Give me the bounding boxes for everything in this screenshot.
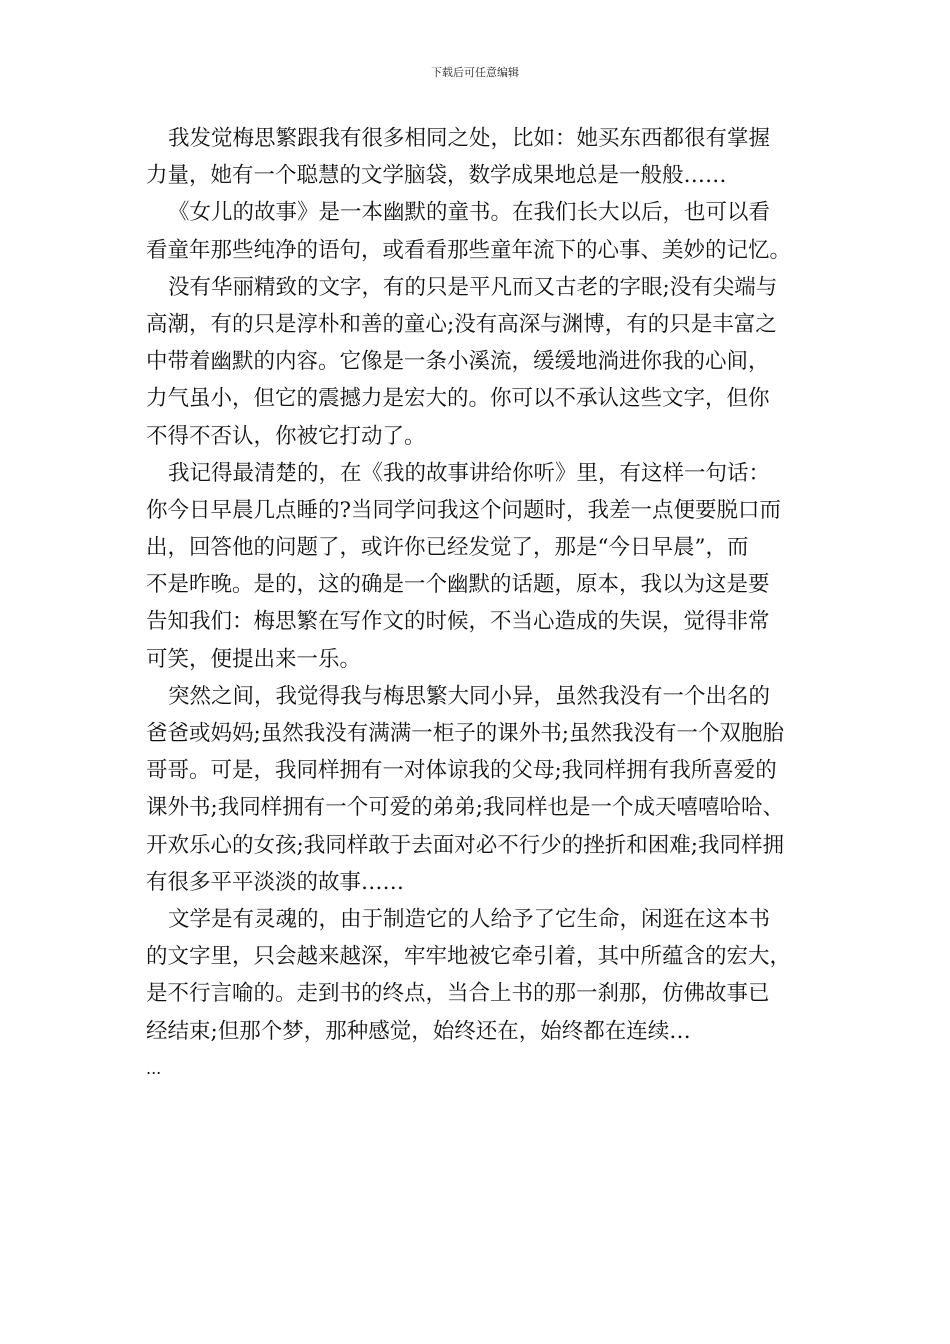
text-line: 出，回答他的问题了，或许你已经发觉了，那是“今日早晨”，而: [146, 535, 749, 561]
text-line: 告知我们：梅思繁在写作文的时候，不当心造成的失误，觉得非常: [146, 609, 770, 635]
text-line: 文学是有灵魂的，由于制造它的人给予了它生命，闲逛在这本书: [168, 906, 771, 932]
text-line: 《女儿的故事》是一本幽默的童书。在我们长大以后，也可以看: [168, 200, 771, 226]
text-line: 高潮，有的只是淳朴和善的童心;没有高深与渊博，有的只是丰富之: [146, 311, 777, 337]
text-line: 课外书;我同样拥有一个可爱的弟弟;我同样也是一个成天嘻嘻哈哈、: [146, 795, 784, 821]
text-line: 不得不否认，你被它打动了。: [146, 423, 426, 449]
text-line: 开欢乐心的女孩;我同样敢于去面对必不行少的挫折和困难;我同样拥: [146, 832, 784, 858]
text-line: 经结束;但那个梦，那种感觉，始终还在，始终都在连续…: [146, 1018, 691, 1044]
text-line: 爸爸或妈妈;虽然我没有满满一柜子的课外书;虽然我没有一个双胞胎: [146, 721, 784, 746]
text-line: ...: [146, 1058, 162, 1078]
document-body: [146, 120, 818, 1087]
text-line: 中带着幽默的内容。它像是一条小溪流，缓缓地淌进你我的心间，: [146, 349, 770, 375]
text-line: 不是昨晚。是的，这的确是一个幽默的话题，原本，我以为这是要: [146, 572, 770, 598]
text-line: 你今日早晨几点睡的?当同学问我这个问题时，我差一点便要脱口而: [146, 497, 782, 523]
text-line: 有很多平平淡淡的故事……: [146, 869, 405, 895]
text-line: 突然之间，我觉得我与梅思繁大同小异，虽然我没有一个出名的: [168, 683, 771, 709]
text-line: 力量，她有一个聪慧的文学脑袋，数学成果地总是一般般……: [146, 163, 727, 189]
text-line: 力气虽小，但它的震撼力是宏大的。你可以不承认这些文字，但你: [146, 386, 770, 412]
text-line: 我发觉梅思繁跟我有很多相同之处，比如：她买东西都很有掌握: [168, 126, 771, 151]
page-header: 下载后可任意编辑: [431, 66, 519, 79]
text-line: 可笑，便提出来一乐。: [146, 646, 362, 672]
text-line: 是不行言喻的。走到书的终点，当合上书的那一刹那，仿佛故事已: [146, 981, 770, 1007]
text-line: 我记得最清楚的，在《我的故事讲给你听》里，有这样一句话：: [168, 460, 771, 486]
text-line: 没有华丽精致的文字，有的只是平凡而又古老的字眼;没有尖端与: [168, 274, 778, 300]
text-line: 看童年那些纯净的语句，或看看那些童年流下的心事、美妙的记忆。: [146, 237, 792, 263]
text-line: 哥哥。可是，我同样拥有一对体谅我的父母;我同样拥有我所喜爱的: [146, 758, 777, 784]
text-line: 的文字里，只会越来越深，牢牢地被它牵引着，其中所蕴含的宏大，: [146, 944, 792, 970]
